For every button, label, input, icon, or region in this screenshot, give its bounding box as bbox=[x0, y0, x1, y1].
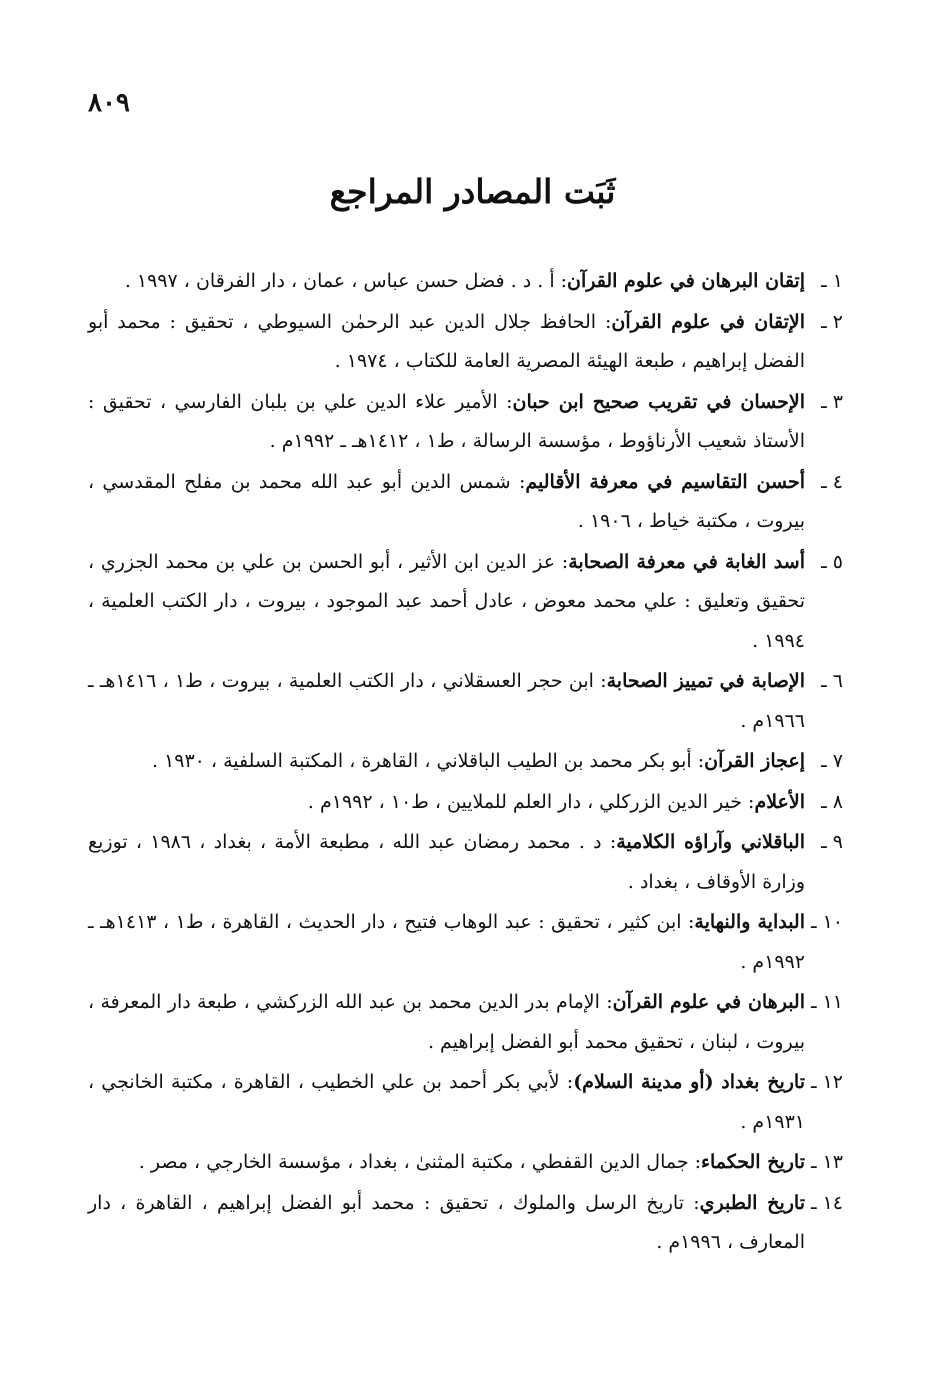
reference-number-value: ٣ bbox=[832, 390, 843, 413]
reference-number-value: ٨ bbox=[832, 790, 843, 813]
reference-details: : تاريخ الرسل والملوك ، تحقيق : محمد أبو الفضل إبراهيم ، القاهرة ، دار المعارف ، ١٩٩٦م . bbox=[88, 1191, 805, 1253]
reference-number: ٤ ـ bbox=[821, 470, 843, 493]
reference-details: : لأبي بكر أحمد بن علي الخطيب ، القاهرة ، مكتبة الخانجي ، ١٩٣١م . bbox=[88, 1071, 805, 1133]
reference-number-value: ٤ bbox=[832, 470, 843, 493]
reference-entry bbox=[88, 783, 843, 823]
reference-number: ٩ ـ bbox=[821, 831, 843, 853]
reference-title: الإحسان في تقريب صحيح ابن حبان bbox=[512, 390, 805, 413]
reference-entry bbox=[88, 1143, 843, 1183]
reference-number: ١٢ ـ bbox=[810, 1071, 843, 1093]
reference-entry bbox=[88, 303, 843, 382]
reference-title: الإصابة في تمييز الصحابة bbox=[606, 670, 805, 692]
reference-entry bbox=[88, 823, 843, 902]
reference-number-value: ١٣ bbox=[822, 1151, 843, 1173]
reference-number-value: ١٢ bbox=[822, 1071, 843, 1093]
reference-title: الإتقان في علوم القرآن bbox=[611, 310, 805, 333]
reference-entry bbox=[88, 903, 843, 982]
page-title: ثَبَت المصادر المراجع bbox=[329, 172, 616, 211]
page-number: ٨٠٩ bbox=[88, 88, 130, 118]
reference-number: ١٣ ـ bbox=[810, 1151, 843, 1173]
reference-number: ٧ ـ bbox=[821, 750, 843, 772]
reference-title: البرهان في علوم القرآن bbox=[612, 991, 805, 1013]
reference-number-value: ٩ bbox=[832, 831, 843, 853]
reference-details: : جمال الدين القفطي ، مكتبة المثنىٰ ، بغداد ، مؤسسة الخارجي ، مصر . bbox=[138, 1151, 702, 1173]
reference-details: : أ . د . فضل حسن عباس ، عمان ، دار الفرقان ، ١٩٩٧ . bbox=[124, 270, 568, 292]
reference-entry bbox=[88, 1184, 843, 1263]
reference-number-value: ١١ bbox=[822, 991, 843, 1013]
reference-title: الباقلاني وآراؤه الكلامية bbox=[616, 831, 805, 853]
reference-number-value: ١ bbox=[832, 270, 843, 292]
reference-number: ١٤ ـ bbox=[810, 1191, 843, 1214]
reference-entry bbox=[88, 662, 843, 741]
reference-number-value: ٧ bbox=[832, 750, 843, 772]
reference-number: ١٠ ـ bbox=[810, 911, 843, 933]
reference-details: : د . محمد رمضان عبد الله ، مطبعة الأمة ، بغداد ، ١٩٨٦ ، توزيع وزارة الأوقاف ، بغداد . bbox=[88, 831, 805, 893]
reference-details: : الإمام بدر الدين محمد بن عبد الله الزركشي ، طبعة دار المعرفة ، بيروت ، لبنان ، تحقيق محمد أبو الفضل إبراهيم . bbox=[88, 991, 805, 1053]
reference-details: : الأمير علاء الدين علي بن بلبان الفارسي ، تحقيق : الأستاذ شعيب الأرناؤوط ، مؤسسة الرسالة ، ط١ ، ١٤١٢هـ ـ ١٩٩٢م . bbox=[88, 390, 805, 452]
reference-number: ١١ ـ bbox=[810, 991, 843, 1013]
reference-entry bbox=[88, 262, 843, 302]
reference-number: ٨ ـ bbox=[821, 790, 843, 813]
reference-details: : أبو بكر محمد بن الطيب الباقلاني ، القاهرة ، المكتبة السلفية ، ١٩٣٠ . bbox=[151, 750, 705, 772]
reference-title: إتقان البرهان في علوم القرآن bbox=[567, 270, 805, 292]
reference-entry bbox=[88, 742, 843, 782]
reference-list bbox=[88, 262, 843, 1264]
reference-title: أحسن التقاسيم في معرفة الأقاليم bbox=[525, 470, 805, 493]
reference-title: الأعلام bbox=[754, 790, 805, 813]
reference-number: ٥ ـ bbox=[821, 550, 843, 573]
reference-number: ٢ ـ bbox=[821, 310, 843, 333]
reference-details: : خير الدين الزركلي ، دار العلم للملايين ، ط١٠ ، ١٩٩٢م . bbox=[307, 790, 755, 813]
reference-entry bbox=[88, 1063, 843, 1142]
reference-number-value: ٥ bbox=[832, 550, 843, 573]
reference-title: إعجاز القرآن bbox=[704, 750, 805, 772]
reference-number-value: ٦ bbox=[832, 670, 843, 692]
reference-title: تاريخ الطبري bbox=[699, 1191, 805, 1214]
reference-number-value: ١٠ bbox=[822, 911, 843, 933]
reference-title: أسد الغابة في معرفة الصحابة bbox=[568, 550, 805, 573]
reference-title: البداية والنهاية bbox=[694, 911, 805, 933]
reference-number-value: ١٤ bbox=[822, 1191, 843, 1214]
reference-details: : ابن كثير ، تحقيق : عبد الوهاب فتيح ، دار الحديث ، القاهرة ، ط١ ، ١٤١٣هـ ـ ١٩٩٢م . bbox=[88, 911, 805, 973]
reference-title: تاريخ الحكماء bbox=[701, 1151, 805, 1173]
reference-number: ١ ـ bbox=[821, 270, 843, 292]
reference-number-value: ٢ bbox=[832, 310, 843, 333]
reference-entry bbox=[88, 543, 843, 662]
reference-details: : شمس الدين أبو عبد الله محمد بن مفلح المقدسي ، بيروت ، مكتبة خياط ، ١٩٠٦ . bbox=[88, 470, 805, 532]
reference-entry bbox=[88, 383, 843, 462]
reference-number: ٦ ـ bbox=[821, 670, 843, 692]
reference-number: ٣ ـ bbox=[821, 390, 843, 413]
reference-entry bbox=[88, 983, 843, 1062]
reference-details: : عز الدين ابن الأثير ، أبو الحسن بن علي بن محمد الجزري ، تحقيق وتعليق : علي محمد معوض ، عادل أحمد عبد الموجود ، بيروت ، دار الكتب العلمية ، ١٩٩٤ . bbox=[88, 550, 805, 652]
reference-entry bbox=[88, 463, 843, 542]
reference-title: تاريخ بغداد (أو مدينة السلام) bbox=[573, 1071, 806, 1093]
reference-details: : ابن حجر العسقلاني ، دار الكتب العلمية ، بيروت ، ط١ ، ١٤١٦هـ ـ ١٩٦٦م . bbox=[88, 670, 805, 732]
reference-details: : الحافظ جلال الدين عبد الرحمٰن السيوطي ، تحقيق : محمد أبو الفضل إبراهيم ، طبعة الهيئة المصرية العامة للكتاب ، ١٩٧٤ . bbox=[88, 310, 805, 372]
